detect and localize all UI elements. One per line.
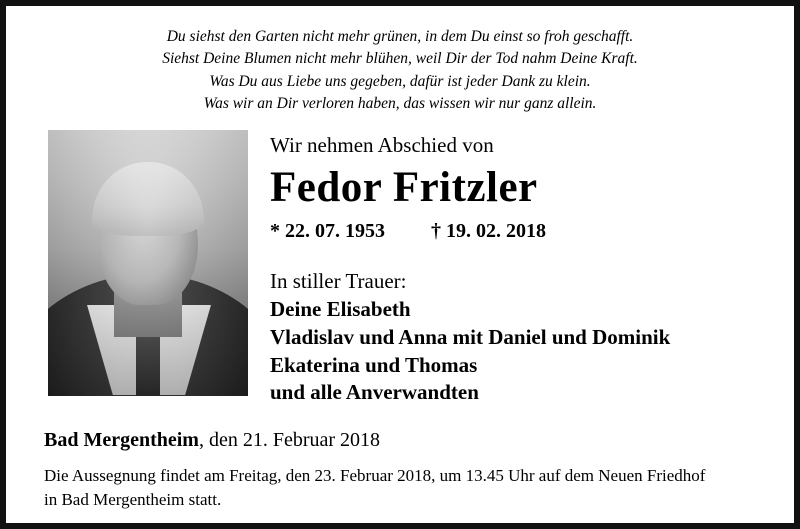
announcement-intro: Wir nehmen Abschied von [270, 132, 494, 157]
deceased-name: Fedor Fritzler [270, 164, 538, 212]
mourner-line: und alle Anverwandten [270, 380, 479, 405]
mourning-label: In stiller Trauer: [270, 269, 407, 294]
life-dates [270, 220, 764, 243]
portrait-photo [48, 130, 248, 396]
city-name: Bad Mergentheim [44, 429, 199, 452]
mourner-line: Deine Elisabeth [270, 297, 411, 322]
poem-line-1: Du siehst den Garten nicht mehr grünen, in dem Du einst so froh geschafft. [166, 28, 634, 45]
ceremony-note-line-2: in Bad Mergentheim statt. [44, 489, 222, 509]
portrait-vignette [48, 130, 248, 396]
death-date: † 19. 02. 2018 [431, 220, 546, 243]
mourner-line: Vladislav und Anna mit Daniel und Dominik [270, 325, 671, 349]
birth-date: * 22. 07. 1953 [270, 220, 385, 243]
announcement-date: , den 21. Februar 2018 [198, 429, 381, 452]
portrait-container [36, 130, 248, 396]
announcement-details [248, 130, 764, 407]
place-and-date [44, 429, 764, 452]
main-block [36, 130, 764, 407]
mourners-list [270, 296, 764, 407]
mourner-line: Ekaterina und Thomas [270, 352, 478, 377]
poem-block [36, 26, 764, 116]
poem-line-4: Was wir an Dir verloren haben, das wissen wir nur ganz allein. [203, 95, 597, 113]
poem-line-3: Was Du aus Liebe uns gegeben, dafür ist jeder Dank zu klein. [209, 72, 591, 90]
poem-line-2: Siehst Deine Blumen nicht mehr blühen, weil Dir der Tod nahm Deine Kraft. [162, 50, 638, 68]
ceremony-note [44, 464, 764, 511]
ceremony-note-line-1: Die Aussegnung findet am Freitag, den 23. Februar 2018, um 13.45 Uhr auf dem Neuen Friedhof [44, 466, 706, 486]
